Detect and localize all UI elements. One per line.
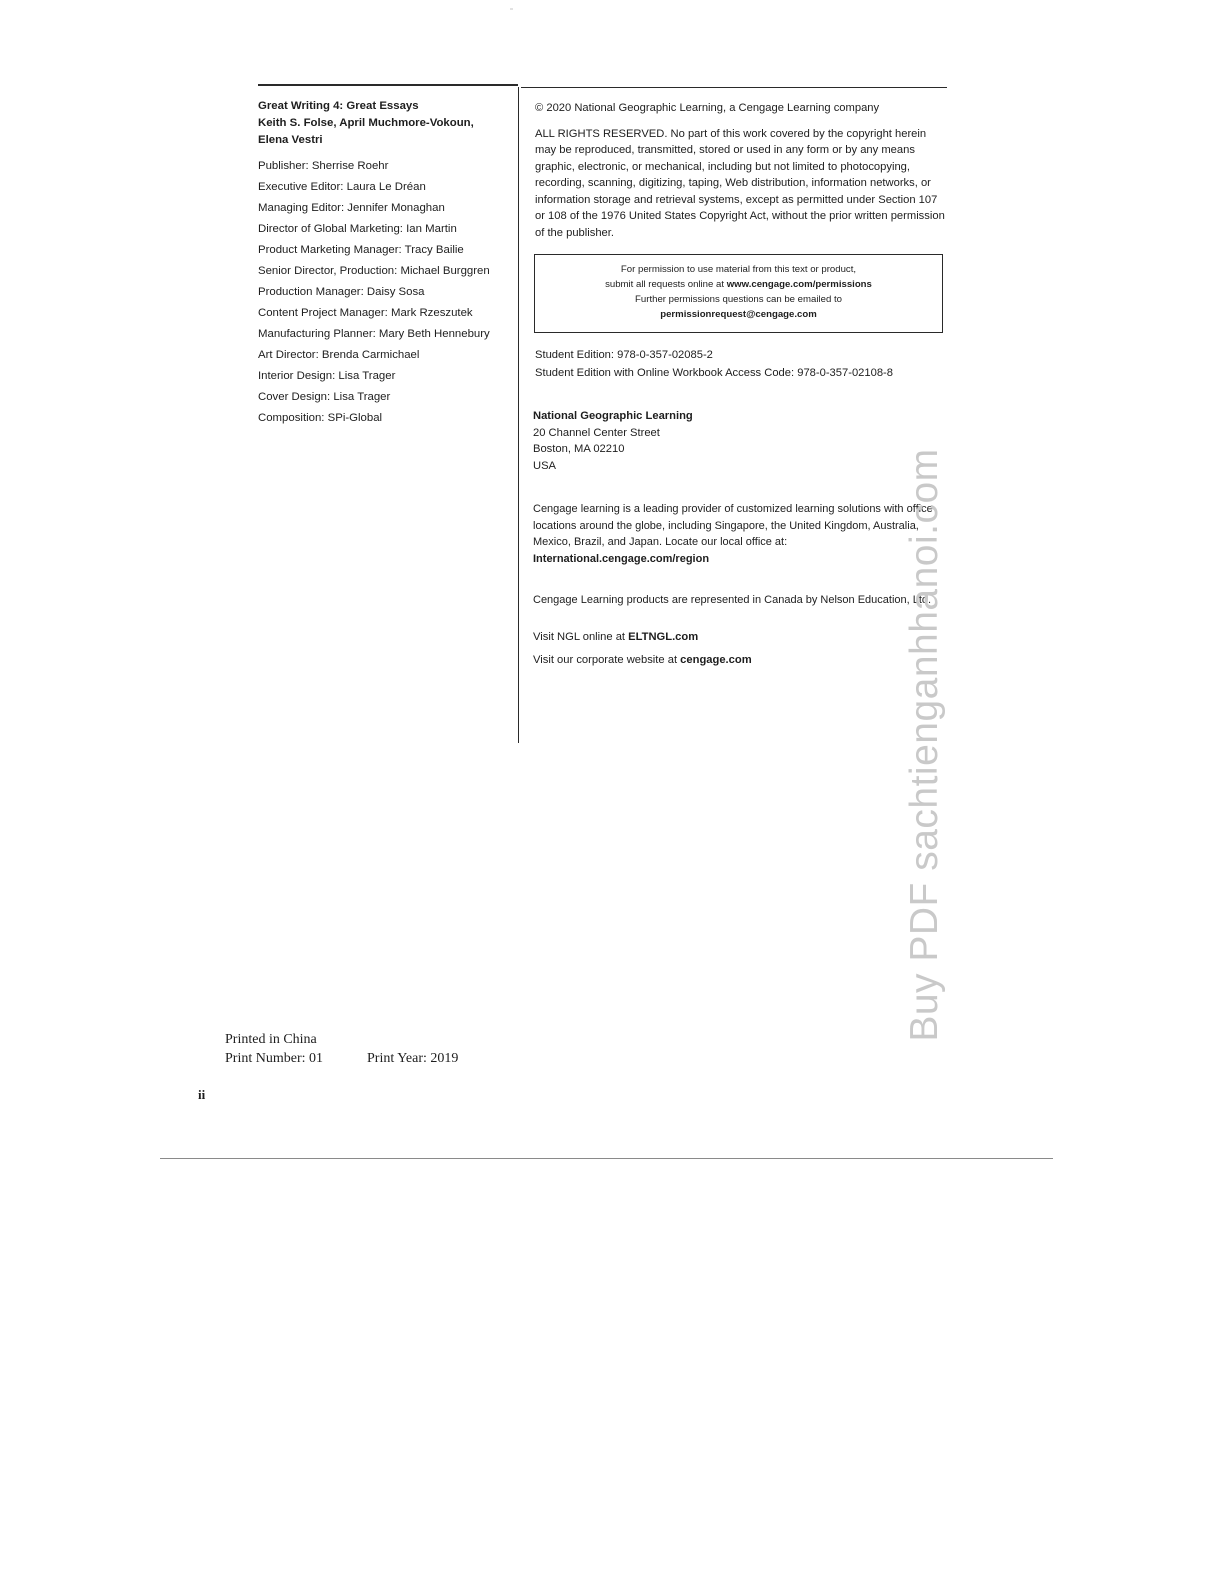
permission-line-2-text: submit all requests online at [605, 279, 727, 290]
isbn-section [535, 347, 955, 382]
staff-line: Content Project Manager: Mark Rzeszutek [258, 307, 473, 319]
staff-line: Director of Global Marketing: Ian Martin [258, 223, 457, 235]
visit-ngl-line [533, 629, 953, 645]
scan-speck [510, 8, 513, 10]
staff-line: Cover Design: Lisa Trager [258, 391, 391, 403]
staff-line: Managing Editor: Jennifer Monaghan [258, 202, 445, 214]
print-number: Print Number: 01 [225, 1051, 323, 1066]
permissions-url: www.cengage.com/permissions [726, 279, 872, 290]
right-top-rule [521, 87, 947, 88]
permission-email: permissionrequest@cengage.com [660, 309, 817, 320]
rights-section [535, 100, 950, 241]
address-street: 20 Channel Center Street [533, 426, 660, 439]
staff-line: Executive Editor: Laura Le Dréan [258, 181, 426, 193]
eltngl-link: ELTNGL.com [628, 631, 699, 643]
address-city: Boston, MA 02210 [533, 443, 625, 455]
authors-line-1: Keith S. Folse, April Muchmore-Vokoun, [258, 117, 474, 129]
cengage-link: cengage.com [680, 654, 752, 666]
isbn-workbook-edition: Student Edition with Online Workbook Access Code: 978-0-357-02108-8 [535, 366, 894, 379]
about-text: Cengage learning is a leading provider of customized learning solutions with office locations around the globe, including Singapore, the United Kingdom, Australia, Mexico, Brazil, and Japan. Locate our local office at: [533, 503, 933, 548]
rights-reserved-paragraph: ALL RIGHTS RESERVED. No part of this work covered by the copyright herein may be reproduced, transmitted, stored or used in any form or by any means graphic, electronic, or mechanical, including but not limited to photocopying, recording, scanning, digitizing, taping, Web distribution, information networks, or information storage and retrieval systems, except as permitted under Section 107 or 108 of the 1976 United States Copyright Act, without the prior written permission of the publisher. [535, 127, 945, 239]
copyright-notice: © 2020 National Geographic Learning, a Cengage Learning company [535, 102, 880, 114]
book-title: Great Writing 4: Great Essays [258, 100, 419, 112]
page-number: ii [198, 1087, 206, 1102]
staff-line: Art Director: Brenda Carmichael [258, 349, 420, 361]
permission-line-1: For permission to use material from this text or product, [620, 264, 857, 275]
left-top-rule [258, 84, 518, 86]
isbn-student-edition: Student Edition: 978-0-357-02085-2 [535, 349, 713, 361]
column-divider [518, 87, 519, 743]
about-cengage [533, 501, 953, 567]
staff-line: Product Marketing Manager: Tracy Bailie [258, 244, 464, 256]
regional-office-link: International.cengage.com/region [533, 552, 710, 565]
visit-corporate-line [533, 652, 953, 668]
staff-line: Manufacturing Planner: Mary Beth Hennebury [258, 328, 490, 340]
visit-links [533, 629, 953, 675]
credits-column [258, 98, 513, 431]
staff-line: Interior Design: Lisa Trager [258, 370, 396, 382]
authors-line-2: Elena Vestri [258, 134, 323, 146]
publisher-name: National Geographic Learning [533, 410, 693, 422]
staff-line: Composition: SPi-Global [258, 412, 383, 424]
staff-line: Publisher: Sherrise Roehr [258, 160, 389, 172]
permission-email-line [535, 307, 942, 322]
print-number-line [225, 1049, 458, 1068]
visit-corporate-text: Visit our corporate website at [533, 654, 681, 666]
canada-notice: Cengage Learning products are represented in Canada by Nelson Education, Ltd. [533, 594, 932, 606]
authors [258, 115, 513, 149]
visit-ngl-text: Visit NGL online at [533, 631, 629, 643]
page-bottom-rule [160, 1158, 1053, 1159]
permission-line-3: Further permissions questions can be emailed to [635, 294, 842, 305]
print-info [225, 1030, 458, 1068]
staff-line: Production Manager: Daisy Sosa [258, 286, 425, 298]
printed-in: Printed in China [225, 1032, 317, 1047]
staff-line: Senior Director, Production: Michael Burggren [258, 265, 490, 277]
permission-box [534, 254, 943, 333]
permission-line-2 [535, 277, 942, 292]
address-country: USA [533, 459, 557, 472]
print-year: Print Year: 2019 [367, 1051, 459, 1066]
publisher-address [533, 408, 953, 474]
watermark: Buy PDF sachtienganhhanoi.com [903, 448, 946, 1042]
